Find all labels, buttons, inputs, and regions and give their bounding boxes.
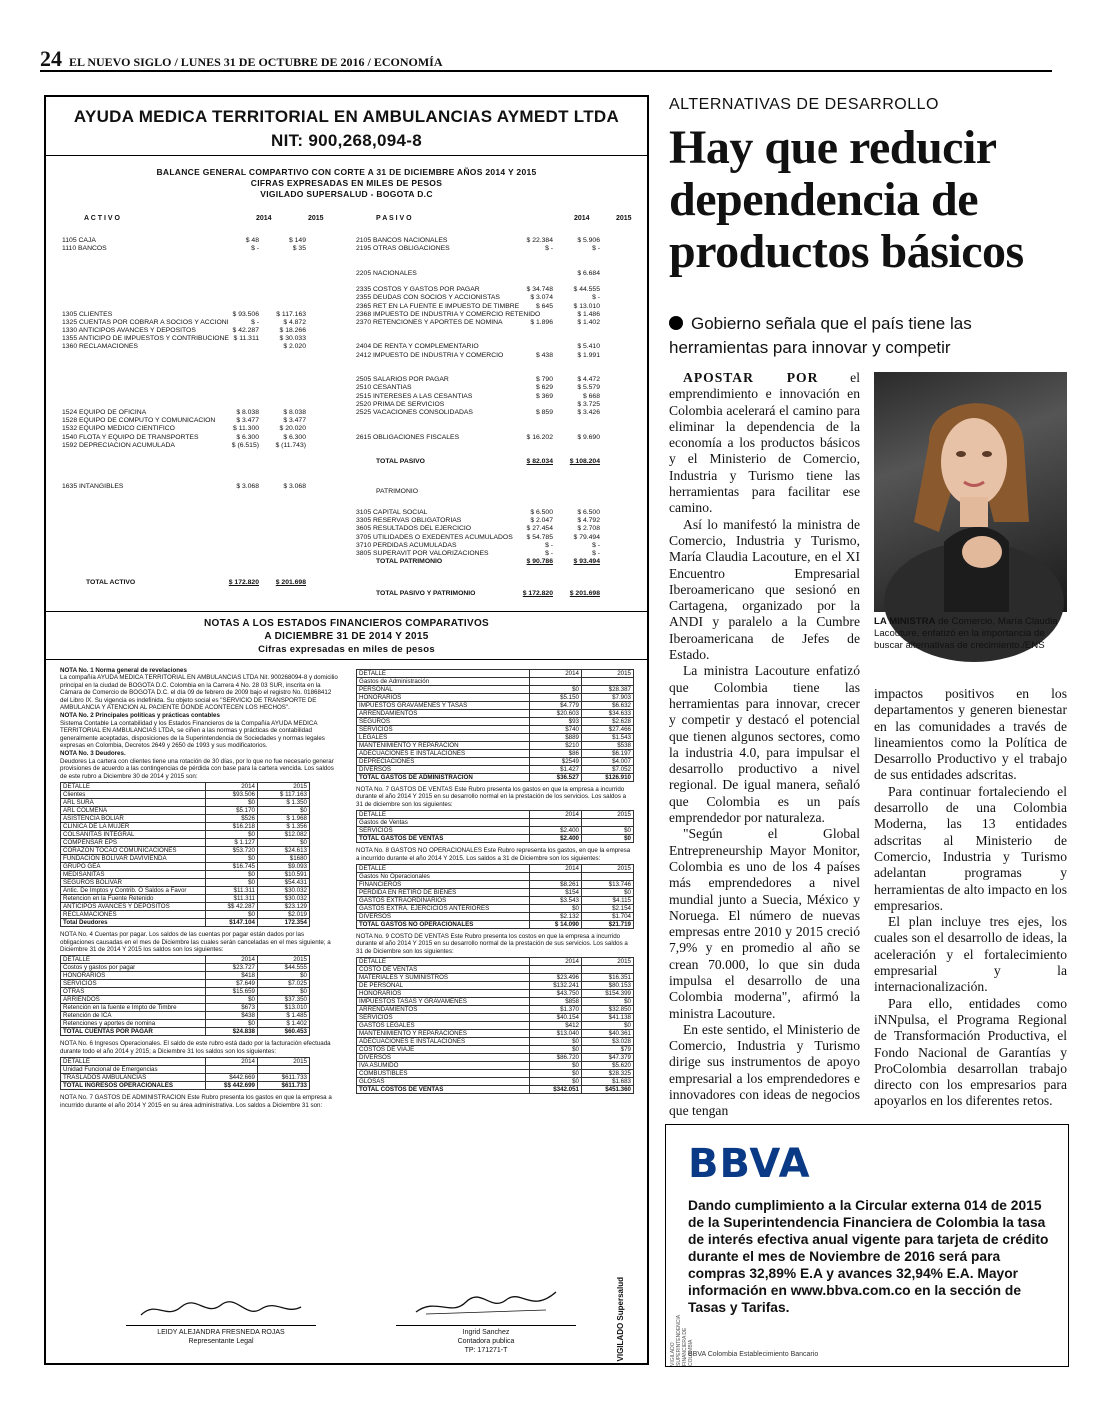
table-row: DETALLE 2014 2015 (357, 811, 634, 819)
table-row: PERSONAL $0 $28.387 (357, 686, 634, 694)
balance-row: 2195 OTRAS OBLIGACIONES $ - $ - (356, 245, 600, 253)
table-row: FUNDACION BOLIVAR DAVIVIENDA $0 $1680 (61, 855, 310, 863)
table-row: IMPUESTOS GRAVÁMENES Y TASAS $4.779 $6.632 (357, 702, 634, 710)
pasivo-list (356, 237, 600, 458)
activo-year-2014: 2014 (256, 215, 272, 222)
vigilado-supersalud: VIGILADO Supersalud (616, 1277, 625, 1362)
article-headline: Hay que reducir dependencia de productos básicos (669, 121, 1024, 278)
balance-row (356, 335, 600, 343)
bbva-ad (665, 1124, 1069, 1367)
photo-caption: LA MINISTRA de Comercio, María Claudia Lacouture, enfatizó en la importancia de buscar alternativas de crecimiento./ENS (874, 616, 1058, 651)
balance-row: 2510 CESANTIAS $ 629 $ 5.579 (356, 384, 600, 392)
balance-row: 1330 ANTICIPOS AVANCES Y DEPOSITOS $ 42.287 $ 18.266 (62, 327, 306, 335)
table-row: FINANCIEROS $8.261 $13.746 (357, 881, 634, 889)
balance-row: 2355 DEUDAS CON SOCIOS Y ACCIONISTAS $ 3.074 $ - (356, 294, 600, 302)
balance-row: 1355 ANTICIPO DE IMPUESTOS Y CONTRIBUCIONE $ 11.311 $ 30.033 (62, 335, 306, 343)
balance-row: 2515 INTERESES A LAS CESANTIAS $ 369 $ 668 (356, 392, 600, 400)
table-row: CORAZON TOCAO COMUNICACIONES $53.720 $24.613 (61, 847, 310, 855)
balance-row (62, 278, 306, 286)
notas-date: A DICIEMBRE 31 DE 2014 Y 2015 (264, 631, 429, 642)
balance-row: 1325 CUENTAS POR COBRAR A SOCIOS Y ACCIONI $ - $ 4.872 (62, 318, 306, 326)
table-row: Total Deudores $147.104 172.354 (61, 919, 310, 927)
table-row: Retencion en la Fuente Retenido $11.311 $30.032 (61, 895, 310, 903)
balance-row (62, 262, 306, 270)
table-row: Unidad Funcional de Emergencias (61, 1066, 310, 1074)
balance-row (62, 474, 306, 482)
total-pasivo: TOTAL PASIVO $ 82.034 $ 108.204 (376, 458, 600, 465)
table-row: DETALLE 2014 2015 (61, 956, 310, 964)
signature-legal-rep (136, 1295, 306, 1323)
table-row: ARL COLMENA $5.170 $0 (61, 807, 310, 815)
table-row: GLOSAS $0 $1.683 (357, 1078, 634, 1086)
balance-row (62, 368, 306, 376)
table-row: DETALLE 2014 2015 (357, 865, 634, 873)
balance-row: 2205 NACIONALES $ 6.684 (356, 269, 600, 277)
table-row: TOTAL GASTOS NO OPERACIONALES $ 14.090 $21.719 (357, 921, 634, 929)
table-row: SERVICIOS $40.154 $41.138 (357, 1014, 634, 1022)
table-row: DIVERSOS $86.720 $47.379 (357, 1054, 634, 1062)
table-row: GASTOS EXTRA. EJERCICIOS ANTERIORES $0 $2.154 (357, 905, 634, 913)
deudores-table (60, 782, 310, 927)
balance-row (356, 450, 600, 458)
notes-left-column: NOTA No. 1 Norma general de revelaciones La compañía AYUDA MEDICA TERRITORIAL EN AMBULANCIAS LTDA Nit. 900268094-8 y domicilio principal en la ciudad de BOGOTA D.C. Colombia en la Carrera 4 No. 28 03 SUR, inscrita en la Cámara de Comercio de BOGOTA D.C. el día 09 de febrero de 2009 bajo el registro No. 01868412 del Libro IX. Su vigencia es indefinida. Su objeto social es "SERVICIO DE TRANSPORTE DE AMBULANCIA Y ATENCION AL PACIENTE DONDE ACONTECEN LOS HECHOS". NOTA No. 2 Principales políticas y prácticas contables Sistema Contable La contabilidad y los Estados Financieros de la Compañía AYUDA MEDICA TERRITORIAL EN AMBULANCIAS LTDA, se ciñen a las normas y prácticas de contabilidad generalmente aceptadas, disposiciones de la Superintendencia de Sociedades y normas legales expresas en Colombia, Decretos 2649 y 2650 de 1993 y sus modificatorios. NOTA No. 3 Deudores. Deudores La cartera con clientes tiene una rotación de 30 días, por lo que no fue necesario generar provisiones de acuerdo a las contingencias de pérdida con base para la cartera vencida. Los saldos de este rubro a Diciembre 30 de 2014 y 2015 son: DETALLE 2014 2015 Clientes $93.506 $ 117.163 ARL SURA $0 $ 1.350 ARL COLMENA $5.170 $0 ASISTENCIA BOLIAR $526 $ 1.968 CLINICA DE LA MUJER $16.218 $ 1.356 COLSANITAS INTEGRAL $0 $12.082 COMPENSAR EPS $ 1.127 $0 CORAZON TOCAO COMUNICACIONES $53.720 $24.613 FUNDACION BOLIVAR DAVIVIENDA $0 $1680 GRUPO GEA $16.745 $9.093 MEDISANITAS $0 $10.591 SEGUROS BOLIVAR $0 $54.431 Antic. De Imptos y Contrib. O Saldos a Favor $11.311 $30.032 Retencion en la Fuente Retenido $11.311 $30.032 ANTICIPOS AVANCES Y DEPOSITOS $$ 42.287 $23.129 RECLAMACIONES $0 $2.019 Total Deudores $147.104 172.354 NOTA No. 4 Cuentas por pagar. Los saldos de las cuentas por pagar están dados por las obligaciones causadas en el mes de Diciembre las cuales serán canceladas en el mes siguiente; a Diciembre 31 de 2014 Y 2015 los saldos son los siguientes: DETALLE 2014 2015 Costos y gastos por pagar $23.727 $44.555 HONORARIOS $418 $0 SERVICIOS $7.649 $7.025 OTRAS $15.659 $0 ARRIENDOS $0 $37.350 Retención en la fuente e Impto de Timbre $673 $13.010 Retención de ICA $438 $ 1.485 Retenciones y aportes de nomina $0 $ 1.402 TOTAL CUENTAS POR PAGAR $24.838 $60.453 NOTA No. 6 Ingresos Operacionales. El saldo de este rubro está dado por la facturación efectuada durante todo el año 2014 y 2015; a Diciembre 31 los saldos son los siguientes: DETALLE 2014 2015 Unidad Funcional de Emergencias TRASLADOS AMBULANCIAS $442.669 $611.733 TOTAL INGRESOS OPERACIONALES $$ 442.699 $611.733 NOTA No. 7 GASTOS DE ADMINISTRACION Este Rubro presenta los gastos en que la empresa a incurrido durante el año 2014 Y 2015 en su área administrativa. Los saldos a Diciembre 31 son: (60, 667, 338, 1109)
balance-row: 2520 PRIMA DE SERVICIOS $ 3.725 (356, 400, 600, 408)
table-row: DEPRECIACIONES $2549 $4.007 (357, 758, 634, 766)
table-row: GRUPO GEA $16.745 $9.093 (61, 863, 310, 871)
balance-row (356, 327, 600, 335)
table-row: CLINICA DE LA MUJER $16.218 $ 1.356 (61, 823, 310, 831)
balance-row (62, 294, 306, 302)
accountant-role: Contadora publica (457, 1338, 515, 1345)
pasivo-year-2014: 2014 (574, 215, 590, 222)
balance-row: 3710 PERDIDAS ACUMULADAS $ - $ - (356, 541, 600, 549)
balance-row (62, 286, 306, 294)
table-row: ARRENDAMIENTOS $1.370 $32.850 (357, 1006, 634, 1014)
notas-subtitle: Cifras expresadas en miles de pesos (258, 644, 435, 655)
balance-row: 3305 RESERVAS OBLIGATORIAS $ 2.047 $ 4.792 (356, 517, 600, 525)
balance-row: 1110 BANCOS $ - $ 35 (62, 245, 306, 253)
table-row: SERVICIOS $2.400 $0 (357, 827, 634, 835)
table-row: DETALLE 2014 2015 (357, 958, 634, 966)
balance-title: BALANCE GENERAL COMPARTIVO CON CORTE A 31 DE DICIEMBRE AÑOS 2014 Y 2015 (156, 167, 537, 177)
table-row: DETALLE 2014 2015 (61, 1058, 310, 1066)
balance-row: 3605 RESULTADOS DEL EJERCICIO $ 27.454 $ 2.708 (356, 525, 600, 533)
table-row: HONORARIOS $5.150 $7.903 (357, 694, 634, 702)
table-row: ARRIENDOS $0 $37.350 (61, 996, 310, 1004)
table-row: ARL SURA $0 $ 1.350 (61, 799, 310, 807)
balance-row (62, 270, 306, 278)
balance-row: 2404 DE RENTA Y COMPLEMENTARIO $ 5.410 (356, 343, 600, 351)
balance-row: 2105 BANCOS NACIONALES $ 22.384 $ 5.906 (356, 237, 600, 244)
table-row: DE PERSONAL $132.241 $80.153 (357, 982, 634, 990)
page-number: 24 (40, 46, 62, 71)
table-row: GASTOS EXTRAORDINARIOS $3.543 $4.115 (357, 897, 634, 905)
table-row: ASISTENCIA BOLIAR $526 $ 1.968 (61, 815, 310, 823)
ingresos-table (60, 1057, 310, 1090)
table-row: IVA ASUMIDO $0 $5.620 (357, 1062, 634, 1070)
article-kicker: ALTERNATIVAS DE DESARROLLO (669, 96, 939, 113)
table-row: IMPUESTOS TASAS Y GRAVAMENES $858 $0 (357, 998, 634, 1006)
pasivo-header: P A S I V O (376, 215, 412, 222)
masthead (40, 46, 1052, 72)
table-row: Costos y gastos por pagar $23.727 $44.555 (61, 964, 310, 972)
accountant-name: Ingrid Sanchez (462, 1329, 510, 1336)
table-row: HONORARIOS $43.750 $154.399 (357, 990, 634, 998)
balance-row (356, 278, 600, 286)
divider (46, 155, 647, 156)
bullet-icon (669, 316, 683, 330)
table-row: Clientes $93.506 $ 117.163 (61, 791, 310, 799)
bbva-vigilado: VIGILADO SUPERINTENDENCIA FINANCIERA DE COLOMBIA (670, 1315, 694, 1366)
legal-rep-name: LEIDY ALEJANDRA FRESNEDA ROJAS (157, 1329, 285, 1336)
company-name: AYUDA MEDICA TERRITORIAL EN AMBULANCIAS AYMEDT LTDA (73, 107, 620, 126)
table-row: MANTENIMIENTO Y REPARACION $210 $538 (357, 742, 634, 750)
balance-row (62, 450, 306, 458)
table-row: SEGUROS $93 $2.628 (357, 718, 634, 726)
signature-line (126, 1325, 316, 1326)
balance-row (356, 442, 600, 450)
balance-row (62, 360, 306, 368)
balance-row: 1635 INTANGIBLES $ 3.068 $ 3.068 (62, 482, 306, 490)
balance-row (356, 425, 600, 433)
signature-line (396, 1325, 576, 1326)
balance-row: 2365 RET EN LA FUENTE E IMPUESTO DE TIMBRE $ 645 $ 13.010 (356, 302, 600, 310)
patrimonio-header: PATRIMONIO (376, 488, 419, 495)
table-row: Gastos No Operacionales (357, 873, 634, 881)
article-subhead: Gobierno señala que el país tiene las herramientas para innovar y competir (669, 314, 972, 357)
balance-row (356, 360, 600, 368)
balance-row (356, 417, 600, 425)
table-row: COSTO DE VENTAS (357, 966, 634, 974)
table-row: Gastos de Administración (357, 678, 634, 686)
article-column-1: APOSTAR POR el emprendimiento e innovación en Colombia acelerará el camino para eliminar la dependencia de la economía a los productos básicos y el Ministerio de Comercio, Industria y Turismo tiene las herramientas para facilitar ese camino. Así lo manifestó la ministra de Comercio, Industria y Turismo, María Claudia Lacouture, en el XI Encuentro Empresarial Iberoamericano que sesionó en Cartagena, organizado por la ANDI y paralelo a la Cumbre Iberoamericana de Jefes de Estado. La ministra Lacouture enfatizó que Colombia tiene las herramientas para innovar, crecer y competir y destacó el potencial que tienen algunos sectores, como la industria 4.0, para impulsar el desarrollo productivo a nivel regional. De igual manera, señaló que Colombia es un país emprendedor por naturaleza. "Según el Global Entrepreneurship Mayor Monitor, Colombia es uno de los 4 países más emprendedores a nivel mundial junto a Suecia, México y Noruega. El número de nuevas empresas entre 2010 y 2015 creció 7,9% y en promedio al año se crean 70.000, lo que sin duda impulsa el desarrollo de una Colombia moderna", afirmó la ministra Lacouture. En este sentido, el Ministerio de Comercio, Industria y Turismo dirige sus instrumentos de apoyo empresarial a los emprendedores e innovadores con ideas de negocios que tengan (669, 370, 860, 1119)
balance-row (356, 368, 600, 376)
masthead-text: EL NUEVO SIGLO / LUNES 31 DE OCTUBRE DE 2016 / ECONOMÍA (69, 55, 443, 69)
patrimonio-list (356, 509, 600, 558)
signature-accountant (406, 1282, 566, 1324)
activo-list (62, 237, 306, 491)
notas-title: NOTAS A LOS ESTADOS FINANCIEROS COMPARATIVOS (203, 618, 490, 629)
balance-row: 1592 DEPRECIACION ACUMULADA $ (6.515) $ (11.743) (62, 441, 306, 449)
table-row: SERVICIOS $740 $27.466 (357, 726, 634, 734)
table-row: DIVERSOS $2.132 $1.704 (357, 913, 634, 921)
balance-row (62, 393, 306, 401)
table-row: SEGUROS BOLIVAR $0 $54.431 (61, 879, 310, 887)
table-row: OTRAS $15.659 $0 (61, 988, 310, 996)
table-row: TRASLADOS AMBULANCIAS $442.669 $611.733 (61, 1074, 310, 1082)
table-row: TOTAL GASTOS DE VENTAS $2.400 $0 (357, 835, 634, 843)
gastos-no-operacionales-table (356, 864, 634, 929)
minister-photo (874, 372, 1067, 612)
table-row: DETALLE 2014 2015 (357, 670, 634, 678)
table-row: Retención de ICA $438 $ 1.485 (61, 1012, 310, 1020)
balance-row: 3805 SUPERAVIT POR VALORIZACIONES $ - $ - (356, 549, 600, 557)
table-row: Retenciones y aportes de nomina $0 $ 1.402 (61, 1020, 310, 1028)
costo-ventas-table (356, 957, 634, 1094)
balance-row: 3105 CAPITAL SOCIAL $ 6.500 $ 6.500 (356, 509, 600, 516)
balance-subtitle: CIFRAS EXPRESADAS EN MILES DE PESOS (250, 178, 443, 188)
table-row: HONORARIOS $418 $0 (61, 972, 310, 980)
table-row: DIVERSOS $1.427 $7.052 (357, 766, 634, 774)
table-row: TOTAL INGRESOS OPERACIONALES $$ 442.699 $611.733 (61, 1082, 310, 1090)
divider (46, 659, 647, 660)
balance-row (62, 376, 306, 384)
balance-row (62, 458, 306, 466)
total-activo: TOTAL ACTIVO $ 172.820 $ 201.698 (86, 579, 306, 586)
activo-header: A C T I V O (84, 215, 120, 222)
table-row: Retención en la fuente e Impto de Timbre $673 $13.010 (61, 1004, 310, 1012)
balance-row: 2370 RETENCIONES Y APORTES DE NOMINA $ 1.896 $ 1.402 (356, 318, 600, 326)
balance-row (62, 466, 306, 474)
table-row: COMBUSTIBLES $0 $28.325 (357, 1070, 634, 1078)
balance-row (62, 401, 306, 409)
total-patrimonio: TOTAL PATRIMONIO $ 90.786 $ 93.494 (376, 558, 600, 565)
balance-row (62, 303, 306, 311)
legal-rep-role: Representante Legal (188, 1338, 254, 1345)
table-row: MANTENIMIENTO Y REPARACIONES $13.040 $40.361 (357, 1030, 634, 1038)
balance-row: 2525 VACACIONES CONSOLIDADAS $ 859 $ 3.426 (356, 408, 600, 416)
table-row: TOTAL CUENTAS POR PAGAR $24.838 $60.453 (61, 1028, 310, 1036)
balance-row: 1360 RECLAMACIONES $ 2.020 (62, 343, 306, 351)
table-row: GASTOS LEGALES $412 $0 (357, 1022, 634, 1030)
bbva-logo: BBVA (688, 1141, 811, 1187)
gastos-ventas-table (356, 810, 634, 843)
table-row: ADECUACIONES E INSTALACIONES $86 $6.197 (357, 750, 634, 758)
accountant-tp: TP: 171271-T (464, 1347, 508, 1354)
balance-row (62, 352, 306, 360)
balance-vigilado: VIGILADO SUPERSALUD - BOGOTA D.C (260, 189, 433, 199)
table-row: COMPENSAR EPS $ 1.127 $0 (61, 839, 310, 847)
balance-row (356, 253, 600, 261)
divider (46, 611, 647, 612)
table-row: PERDIDA EN RETIRO DE BIENES $154 $0 (357, 889, 634, 897)
pasivo-year-2015: 2015 (616, 215, 632, 222)
table-row: MATERIALES Y SUMINISTROS $23.496 $16.351 (357, 974, 634, 982)
balance-row (356, 262, 600, 270)
balance-row: 1305 CLIENTES $ 93.506 $ 117.163 (62, 310, 306, 318)
table-row: MEDISANITAS $0 $10.591 (61, 871, 310, 879)
table-row: ADECUACIONES E INSTALACIONES $0 $3.028 (357, 1038, 634, 1046)
table-row: RECLAMACIONES $0 $2.019 (61, 911, 310, 919)
article-column-2: impactos positivos en los departamentos y generen bienestar en las comunidades a través de lineamientos como la Política de Desarrollo Productivo y el trabajo de sus entidades adscritas. Para continuar fortaleciendo el desarrollo de una Colombia Moderna, las 13 entidades adscritas al Ministerio de Comercio, Industria y Turismo adelantan programas y herramientas de alto impacto en los empresarios. El plan incluye tres ejes, los cuales son el desarrollo de ideas, la aceleración y el fortalecimiento empresarial y la internacionalización. Para ello, entidades como iNNpulsa, el Programa Regional de Transformación Productiva, el Fondo Nacional de Garantías y ProColombia desarrollan trabajo directo con los empresarios para apoyarlos en los diferentes retos. (874, 686, 1067, 1109)
table-row: Antic. De Imptos y Contrib. O Saldos a Favor $11.311 $30.032 (61, 887, 310, 895)
table-row: ARRENDAMIENTOS $20.603 $34.633 (357, 710, 634, 718)
balance-row: 2505 SALARIOS POR PAGAR $ 790 $ 4.472 (356, 376, 600, 384)
table-row: LEGALES $889 $1.543 (357, 734, 634, 742)
activo-year-2015: 2015 (308, 215, 324, 222)
balance-row: 2368 IMPUESTO DE INDUSTRIA Y COMERCIO RETENIDO $ 1.486 (356, 310, 600, 318)
table-row: SERVICIOS $7.649 $7.025 (61, 980, 310, 988)
balance-row: 1105 CAJA $ 48 $ 149 (62, 237, 306, 244)
table-row: DETALLE 2014 2015 (61, 783, 310, 791)
table-row: COSTOS DE VIAJE $0 $79 (357, 1046, 634, 1054)
balance-row: 2335 COSTOS Y GASTOS POR PAGAR $ 34.748 $ 44.555 (356, 286, 600, 294)
table-row: TOTAL COSTOS DE VENTAS $342.051 $451.360 (357, 1086, 634, 1094)
balance-row: 2615 OBLIGACIONES FISCALES $ 16.202 $ 9.690 (356, 433, 600, 441)
balance-row: 1540 FLOTA Y EQUIPO DE TRANSPORTES $ 6.300 $ 6.300 (62, 433, 306, 441)
table-row: Gastos de Ventas (357, 819, 634, 827)
bbva-notice-text: Dando cumplimiento a la Circular externa 014 de 2015 de la Superintendencia Financiera de Colombia la tasa de interés efectiva anual vigente para tarjeta de crédito durante el mes de Noviembre de 2016 será para compras 32,89% E.A y avances 32,94% E.A. Mayor información en www.bbva.com.co en la sección de Tasas y Tarifas. (688, 1198, 1049, 1315)
total-pasivo-patrimonio: TOTAL PASIVO Y PATRIMONIO $ 172.820 $ 201.698 (376, 590, 600, 597)
balance-row (62, 384, 306, 392)
table-row: ANTICIPOS AVANCES Y DEPOSITOS $$ 42.287 $23.129 (61, 903, 310, 911)
balance-row (62, 253, 306, 261)
company-nit: NIT: 900,268,094-8 (271, 131, 422, 150)
table-row: COLSANITAS INTEGRAL $0 $12.082 (61, 831, 310, 839)
balance-row: 1528 EQUIPO DE COMPUTO Y COMUNICACION $ 3.477 $ 3.477 (62, 417, 306, 425)
cuentas-por-pagar-table (60, 955, 310, 1036)
gastos-administracion-table (356, 669, 634, 782)
balance-row: 2412 IMPUESTO DE INDUSTRIA Y COMERCIO $ 438 $ 1.991 (356, 351, 600, 359)
financial-notice (44, 95, 649, 1365)
notes-right-column: DETALLE 2014 2015 Gastos de Administración PERSONAL $0 $28.387 HONORARIOS $5.150 $7.903 IMPUESTOS GRAVÁMENES Y TASAS $4.779 $6.632 ARRENDAMIENTOS $20.603 $34.633 SEGUROS $93 $2.628 SERVICIOS $740 $27.466 LEGALES $889 $1.543 MANTENIMIENTO Y REPARACION $210 $538 ADECUACIONES E INSTALACIONES $86 $6.197 DEPRECIACIONES $2549 $4.007 DIVERSOS $1.427 $7.052 TOTAL GASTOS DE ADMINISTRACION $36.527 $126.910 NOTA No. 7 GASTOS DE VENTAS Este Rubro presenta los gastos en que la empresa a incurrido durante el año 2014 Y 2015 en su desarrollo normal en la prestación de los servicios. Los saldos a 31 de diciembre son los siguientes: DETALLE 2014 2015 Gastos de Ventas SERVICIOS $2.400 $0 TOTAL GASTOS DE VENTAS $2.400 $0 NOTA No. 8 GASTOS NO OPERACIONALES Este Rubro representa los gastos, en que la empresa a incurrido durante el año 2014 Y 2015. Los saldos a 31 de Diciembre son los siguientes: DETALLE 2014 2015 Gastos No Operacionales FINANCIEROS $8.261 $13.746 PERDIDA EN RETIRO DE BIENES $154 $0 GASTOS EXTRAORDINARIOS $3.543 $4.115 GASTOS EXTRA. EJERCICIOS ANTERIORES $0 $2.154 DIVERSOS $2.132 $1.704 TOTAL GASTOS NO OPERACIONALES $ 14.090 $21.719 NOTA No. 9 COSTO DE VENTAS Este Rubro presenta los costos en que la empresa a incurrido durante el año 2014 Y 2015 en su desarrollo normal de la prestación de sus servicios. Los saldos a 31 de Diciembre son los siguientes: DETALLE 2014 2015 COSTO DE VENTAS MATERIALES Y SUMINISTROS $23.496 $16.351 DE PERSONAL $132.241 $80.153 HONORARIOS $43.750 $154.399 IMPUESTOS TASAS Y GRAVAMENES $858 $0 ARRENDAMIENTOS $1.370 $32.850 SERVICIOS $40.154 $41.138 GASTOS LEGALES $412 $0 MANTENIMIENTO Y REPARACIONES $13.040 $40.361 ADECUACIONES E INSTALACIONES $0 $3.028 COSTOS DE VIAJE $0 $79 DIVERSOS $86.720 $47.379 IVA ASUMIDO $0 $5.620 COMBUSTIBLES $0 $28.325 GLOSAS $0 $1.683 TOTAL COSTOS DE VENTAS $342.051 $451.360 (356, 669, 634, 1098)
balance-row: 1532 EQUIPO MEDICO CIENTIFICO $ 11.300 $ 20.020 (62, 425, 306, 433)
balance-row: 1524 EQUIPO DE OFICINA $ 8.038 $ 8.038 (62, 408, 306, 416)
balance-row: 3705 UTILIDADES O EXEDENTES ACUMULADOS $ 54.785 $ 79.494 (356, 533, 600, 541)
bbva-footer: BBVA Colombia Establecimiento Bancario (688, 1351, 819, 1358)
table-row: TOTAL GASTOS DE ADMINISTRACION $36.527 $126.910 (357, 774, 634, 782)
